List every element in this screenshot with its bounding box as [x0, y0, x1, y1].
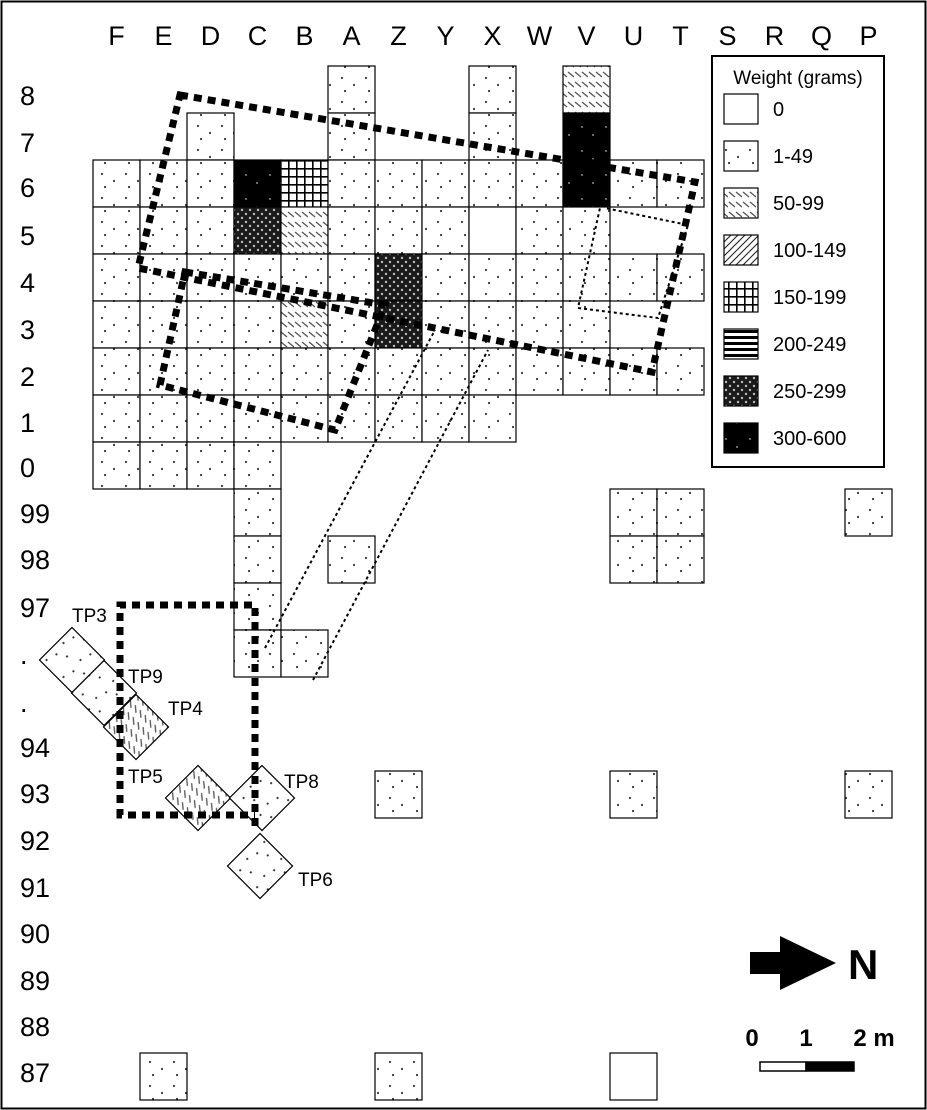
unit-t-98 — [657, 536, 704, 583]
column-label-d: D — [200, 21, 221, 51]
legend-swatch-hatchLight — [724, 188, 758, 218]
unit-z-87 — [375, 1053, 422, 1100]
unit-b-96 — [281, 630, 328, 677]
row-label-12: . — [20, 640, 28, 670]
column-label-v: V — [577, 21, 596, 51]
row-label-17: 91 — [20, 873, 51, 903]
unit-a-4 — [328, 254, 375, 301]
test-pit-label-tp9: TP9 — [128, 667, 163, 688]
unit-z-5 — [375, 207, 422, 254]
row-label-16: 92 — [20, 826, 51, 856]
row-label-5: 3 — [20, 315, 36, 345]
unit-d-3 — [187, 301, 234, 348]
row-label-4: 4 — [20, 268, 36, 298]
legend-swatch-dense — [724, 376, 758, 406]
unit-x-4 — [469, 254, 516, 301]
unit-e-0 — [140, 442, 187, 489]
column-label-w: W — [526, 21, 553, 51]
column-label-x: X — [483, 21, 502, 51]
legend-swatch-black — [724, 423, 758, 453]
test-pit-label-tp8: TP8 — [284, 772, 319, 793]
unit-v-8 — [563, 66, 610, 113]
column-label-t: T — [672, 21, 689, 51]
column-label-c: C — [247, 21, 268, 51]
unit-c-3 — [234, 301, 281, 348]
column-label-f: F — [108, 21, 125, 51]
unit-x-3 — [469, 301, 516, 348]
unit-c-5 — [234, 207, 281, 254]
scale-label-0: 0 — [745, 1025, 759, 1052]
row-label-6: 2 — [20, 362, 36, 392]
unit-b-5 — [281, 207, 328, 254]
unit-p-93 — [845, 771, 892, 818]
unit-u-4 — [610, 254, 657, 301]
legend-label-hlines: 200-249 — [773, 334, 847, 356]
test-pit-label-tp6: TP6 — [298, 870, 333, 891]
unit-f-4 — [93, 254, 140, 301]
north-label: N — [848, 941, 879, 988]
unit-e-1 — [140, 395, 187, 442]
row-label-19: 89 — [20, 966, 51, 996]
unit-u-98 — [610, 536, 657, 583]
column-label-q: Q — [810, 21, 833, 51]
unit-z-2 — [375, 348, 422, 395]
unit-e-4 — [140, 254, 187, 301]
unit-a-98 — [328, 536, 375, 583]
unit-y-6 — [422, 160, 469, 207]
unit-d-5 — [187, 207, 234, 254]
unit-v-7 — [563, 113, 610, 160]
row-label-3: 5 — [20, 221, 36, 251]
row-label-13: . — [20, 688, 28, 718]
unit-w-4 — [516, 254, 563, 301]
column-label-u: U — [623, 21, 644, 51]
row-label-15: 93 — [20, 779, 51, 809]
unit-f-2 — [93, 348, 140, 395]
unit-u-93 — [610, 771, 657, 818]
unit-v-3 — [563, 301, 610, 348]
legend-label-none: 0 — [773, 99, 785, 121]
unit-c-1 — [234, 395, 281, 442]
test-pit-label-tp3: TP3 — [72, 606, 107, 627]
unit-z-1 — [375, 395, 422, 442]
unit-a-8 — [328, 66, 375, 113]
column-label-y: Y — [436, 21, 455, 51]
unit-y-1 — [422, 395, 469, 442]
scale-label-2: 2 m — [853, 1025, 895, 1052]
unit-z-4 — [375, 254, 422, 301]
scale-segment-white — [760, 1062, 806, 1071]
unit-f-0 — [93, 442, 140, 489]
unit-w-5 — [516, 207, 563, 254]
legend-label-hatchLight: 50-99 — [773, 193, 825, 215]
row-label-2: 6 — [20, 173, 36, 203]
column-label-e: E — [154, 21, 173, 51]
unit-a-5 — [328, 207, 375, 254]
unit-z-93 — [375, 771, 422, 818]
unit-u-87 — [610, 1053, 657, 1100]
unit-x-7 — [469, 113, 516, 160]
row-label-9: 99 — [20, 499, 51, 529]
unit-c-2 — [234, 348, 281, 395]
row-label-20: 88 — [20, 1012, 51, 1042]
row-label-0: 8 — [20, 81, 36, 111]
row-label-8: 0 — [20, 453, 36, 483]
row-label-21: 87 — [20, 1058, 51, 1088]
unit-y-2 — [422, 348, 469, 395]
unit-u-6 — [610, 160, 657, 207]
unit-b-4 — [281, 254, 328, 301]
unit-c-0 — [234, 442, 281, 489]
unit-v-5 — [563, 207, 610, 254]
unit-x-8 — [469, 66, 516, 113]
unit-x-5 — [469, 207, 516, 254]
legend-label-black: 300-600 — [773, 428, 847, 450]
unit-y-4 — [422, 254, 469, 301]
unit-d-0 — [187, 442, 234, 489]
unit-d-6 — [187, 160, 234, 207]
row-label-1: 7 — [20, 128, 36, 158]
unit-e-87 — [140, 1053, 187, 1100]
legend-swatch-dots — [724, 141, 758, 171]
legend-label-dense: 250-299 — [773, 381, 847, 403]
legend-swatch-hlines — [724, 329, 758, 359]
unit-e-3 — [140, 301, 187, 348]
unit-f-6 — [93, 160, 140, 207]
legend-swatch-none — [724, 94, 758, 124]
row-label-10: 98 — [20, 545, 51, 575]
legend-swatch-grid — [724, 282, 758, 312]
test-pit-label-tp4: TP4 — [168, 699, 203, 720]
scale-segment-black — [806, 1062, 854, 1071]
unit-u-99 — [610, 489, 657, 536]
unit-c-98 — [234, 536, 281, 583]
column-label-a: A — [342, 21, 361, 51]
column-label-z: Z — [390, 21, 407, 51]
row-label-14: 94 — [20, 733, 51, 763]
unit-b-2 — [281, 348, 328, 395]
unit-v-4 — [563, 254, 610, 301]
legend-label-dots: 1-49 — [773, 146, 814, 168]
unit-z-6 — [375, 160, 422, 207]
legend-label-diag: 100-149 — [773, 240, 847, 262]
unit-p-99 — [845, 489, 892, 536]
row-label-11: 97 — [20, 593, 51, 623]
column-label-r: R — [764, 21, 785, 51]
row-label-7: 1 — [20, 408, 36, 438]
unit-w-3 — [516, 301, 563, 348]
legend-swatch-diag — [724, 235, 758, 265]
unit-f-5 — [93, 207, 140, 254]
column-label-b: B — [295, 21, 314, 51]
unit-d-2 — [187, 348, 234, 395]
unit-t-99 — [657, 489, 704, 536]
scale-label-1: 1 — [799, 1025, 813, 1052]
legend-title: Weight (grams) — [733, 68, 863, 89]
unit-f-3 — [93, 301, 140, 348]
row-label-18: 90 — [20, 919, 51, 949]
unit-c-4 — [234, 254, 281, 301]
unit-t-2 — [657, 348, 704, 395]
unit-f-1 — [93, 395, 140, 442]
unit-b-6 — [281, 160, 328, 207]
unit-y-5 — [422, 207, 469, 254]
test-pit-label-tp5: TP5 — [128, 767, 163, 788]
unit-x-1 — [469, 395, 516, 442]
legend-label-grid: 150-199 — [773, 287, 847, 309]
unit-c-6 — [234, 160, 281, 207]
unit-x-6 — [469, 160, 516, 207]
unit-a-1 — [328, 395, 375, 442]
unit-d-7 — [187, 113, 234, 160]
unit-w-6 — [516, 160, 563, 207]
unit-c-99 — [234, 489, 281, 536]
column-label-p: P — [859, 21, 878, 51]
legend — [712, 56, 884, 467]
column-label-s: S — [718, 21, 737, 51]
unit-a-6 — [328, 160, 375, 207]
